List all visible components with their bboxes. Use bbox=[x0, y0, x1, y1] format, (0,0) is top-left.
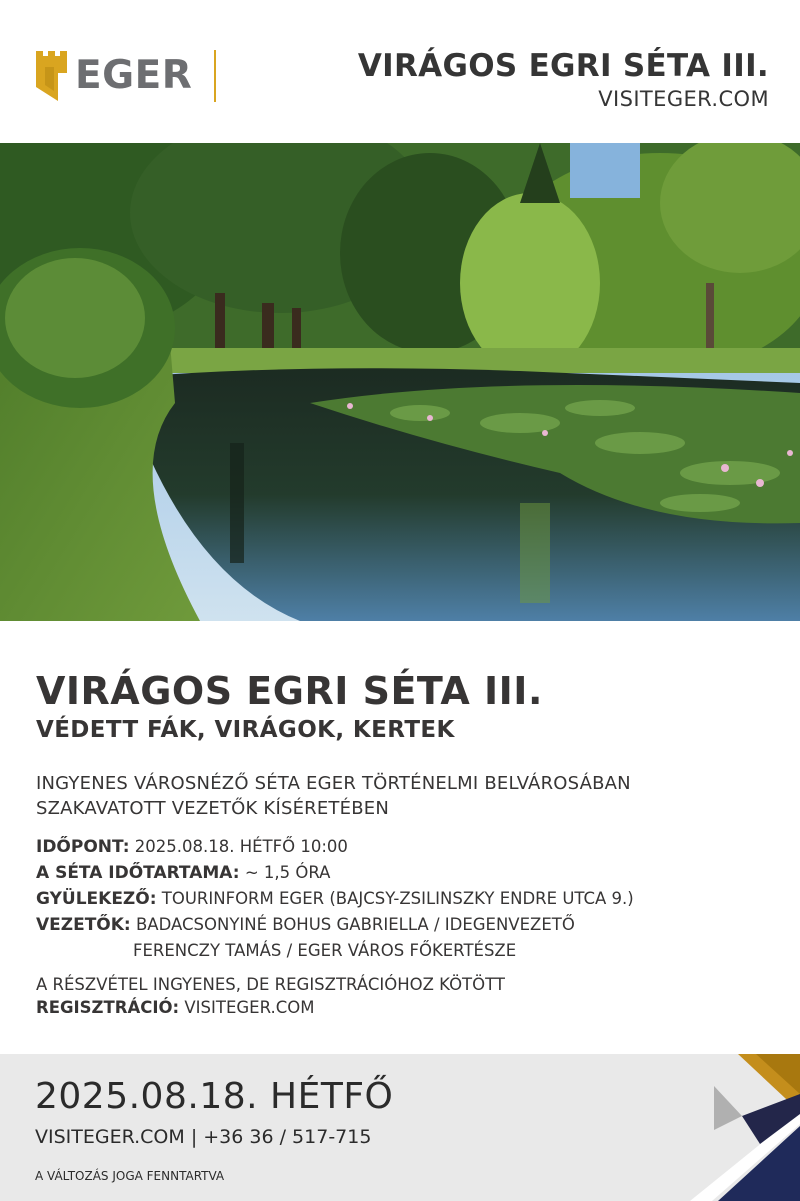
intro-line-2: SZAKAVATOTT VEZETŐK KÍSÉRETÉBEN bbox=[36, 798, 389, 819]
header-title: VIRÁGOS EGRI SÉTA III. bbox=[357, 48, 769, 84]
guide-1: BADACSONYINÉ BOHUS GABRIELLA / IDEGENVEZETŐ bbox=[135, 915, 575, 934]
header bbox=[0, 0, 800, 143]
duration-row bbox=[36, 860, 634, 886]
time-label: IDŐPONT: bbox=[36, 837, 130, 857]
event-info-list bbox=[36, 834, 634, 963]
corner-decoration bbox=[690, 1054, 800, 1201]
event-subtitle: VÉDETT FÁK, VIRÁGOK, KERTEK bbox=[36, 717, 455, 743]
logo-text: EGER bbox=[75, 53, 193, 98]
guides-label: VEZETŐK: bbox=[36, 915, 131, 935]
registration-label: REGISZTRÁCIÓ: bbox=[36, 998, 180, 1017]
event-title: VIRÁGOS EGRI SÉTA III. bbox=[36, 669, 543, 713]
footer-date: 2025.08.18. HÉTFŐ bbox=[35, 1076, 394, 1117]
header-url[interactable]: VISITEGER.COM bbox=[598, 87, 769, 111]
duration-label: A SÉTA IDŐTARTAMA: bbox=[36, 863, 240, 883]
park-pond-photo bbox=[0, 143, 800, 621]
footer-contact[interactable]: VISITEGER.COM | +36 36 / 517-715 bbox=[35, 1126, 372, 1148]
eger-logo[interactable] bbox=[36, 50, 192, 102]
event-intro bbox=[36, 771, 631, 821]
footer-note: A VÁLTOZÁS JOGA FENNTARTVA bbox=[35, 1169, 225, 1183]
time-value: 2025.08.18. HÉTFŐ 10:00 bbox=[134, 837, 348, 856]
meeting-value: TOURINFORM EGER (BAJCSY-ZSILINSZKY ENDRE UTCA 9.) bbox=[161, 889, 634, 908]
registration-link[interactable]: VISITEGER.COM bbox=[184, 998, 315, 1017]
photo-illustration bbox=[0, 143, 800, 621]
castle-tower-icon bbox=[36, 51, 67, 101]
intro-line-1: INGYENES VÁROSNÉZŐ SÉTA EGER TÖRTÉNELMI BELVÁROSÁBAN bbox=[36, 773, 631, 794]
registration-row bbox=[36, 996, 505, 1019]
footer bbox=[0, 1054, 800, 1201]
time-row bbox=[36, 834, 634, 860]
registration-info bbox=[36, 973, 505, 1019]
participation-note: A RÉSZVÉTEL INGYENES, DE REGISZTRÁCIÓHOZ KÖTÖTT bbox=[36, 975, 505, 994]
guides-row bbox=[36, 912, 634, 938]
duration-value: ~ 1,5 ÓRA bbox=[244, 863, 331, 882]
guide-2: FERENCZY TAMÁS / EGER VÁROS FŐKERTÉSZE bbox=[133, 941, 517, 960]
meeting-label: GYÜLEKEZŐ: bbox=[36, 889, 157, 909]
logo-divider bbox=[214, 50, 216, 102]
meeting-row bbox=[36, 886, 634, 912]
